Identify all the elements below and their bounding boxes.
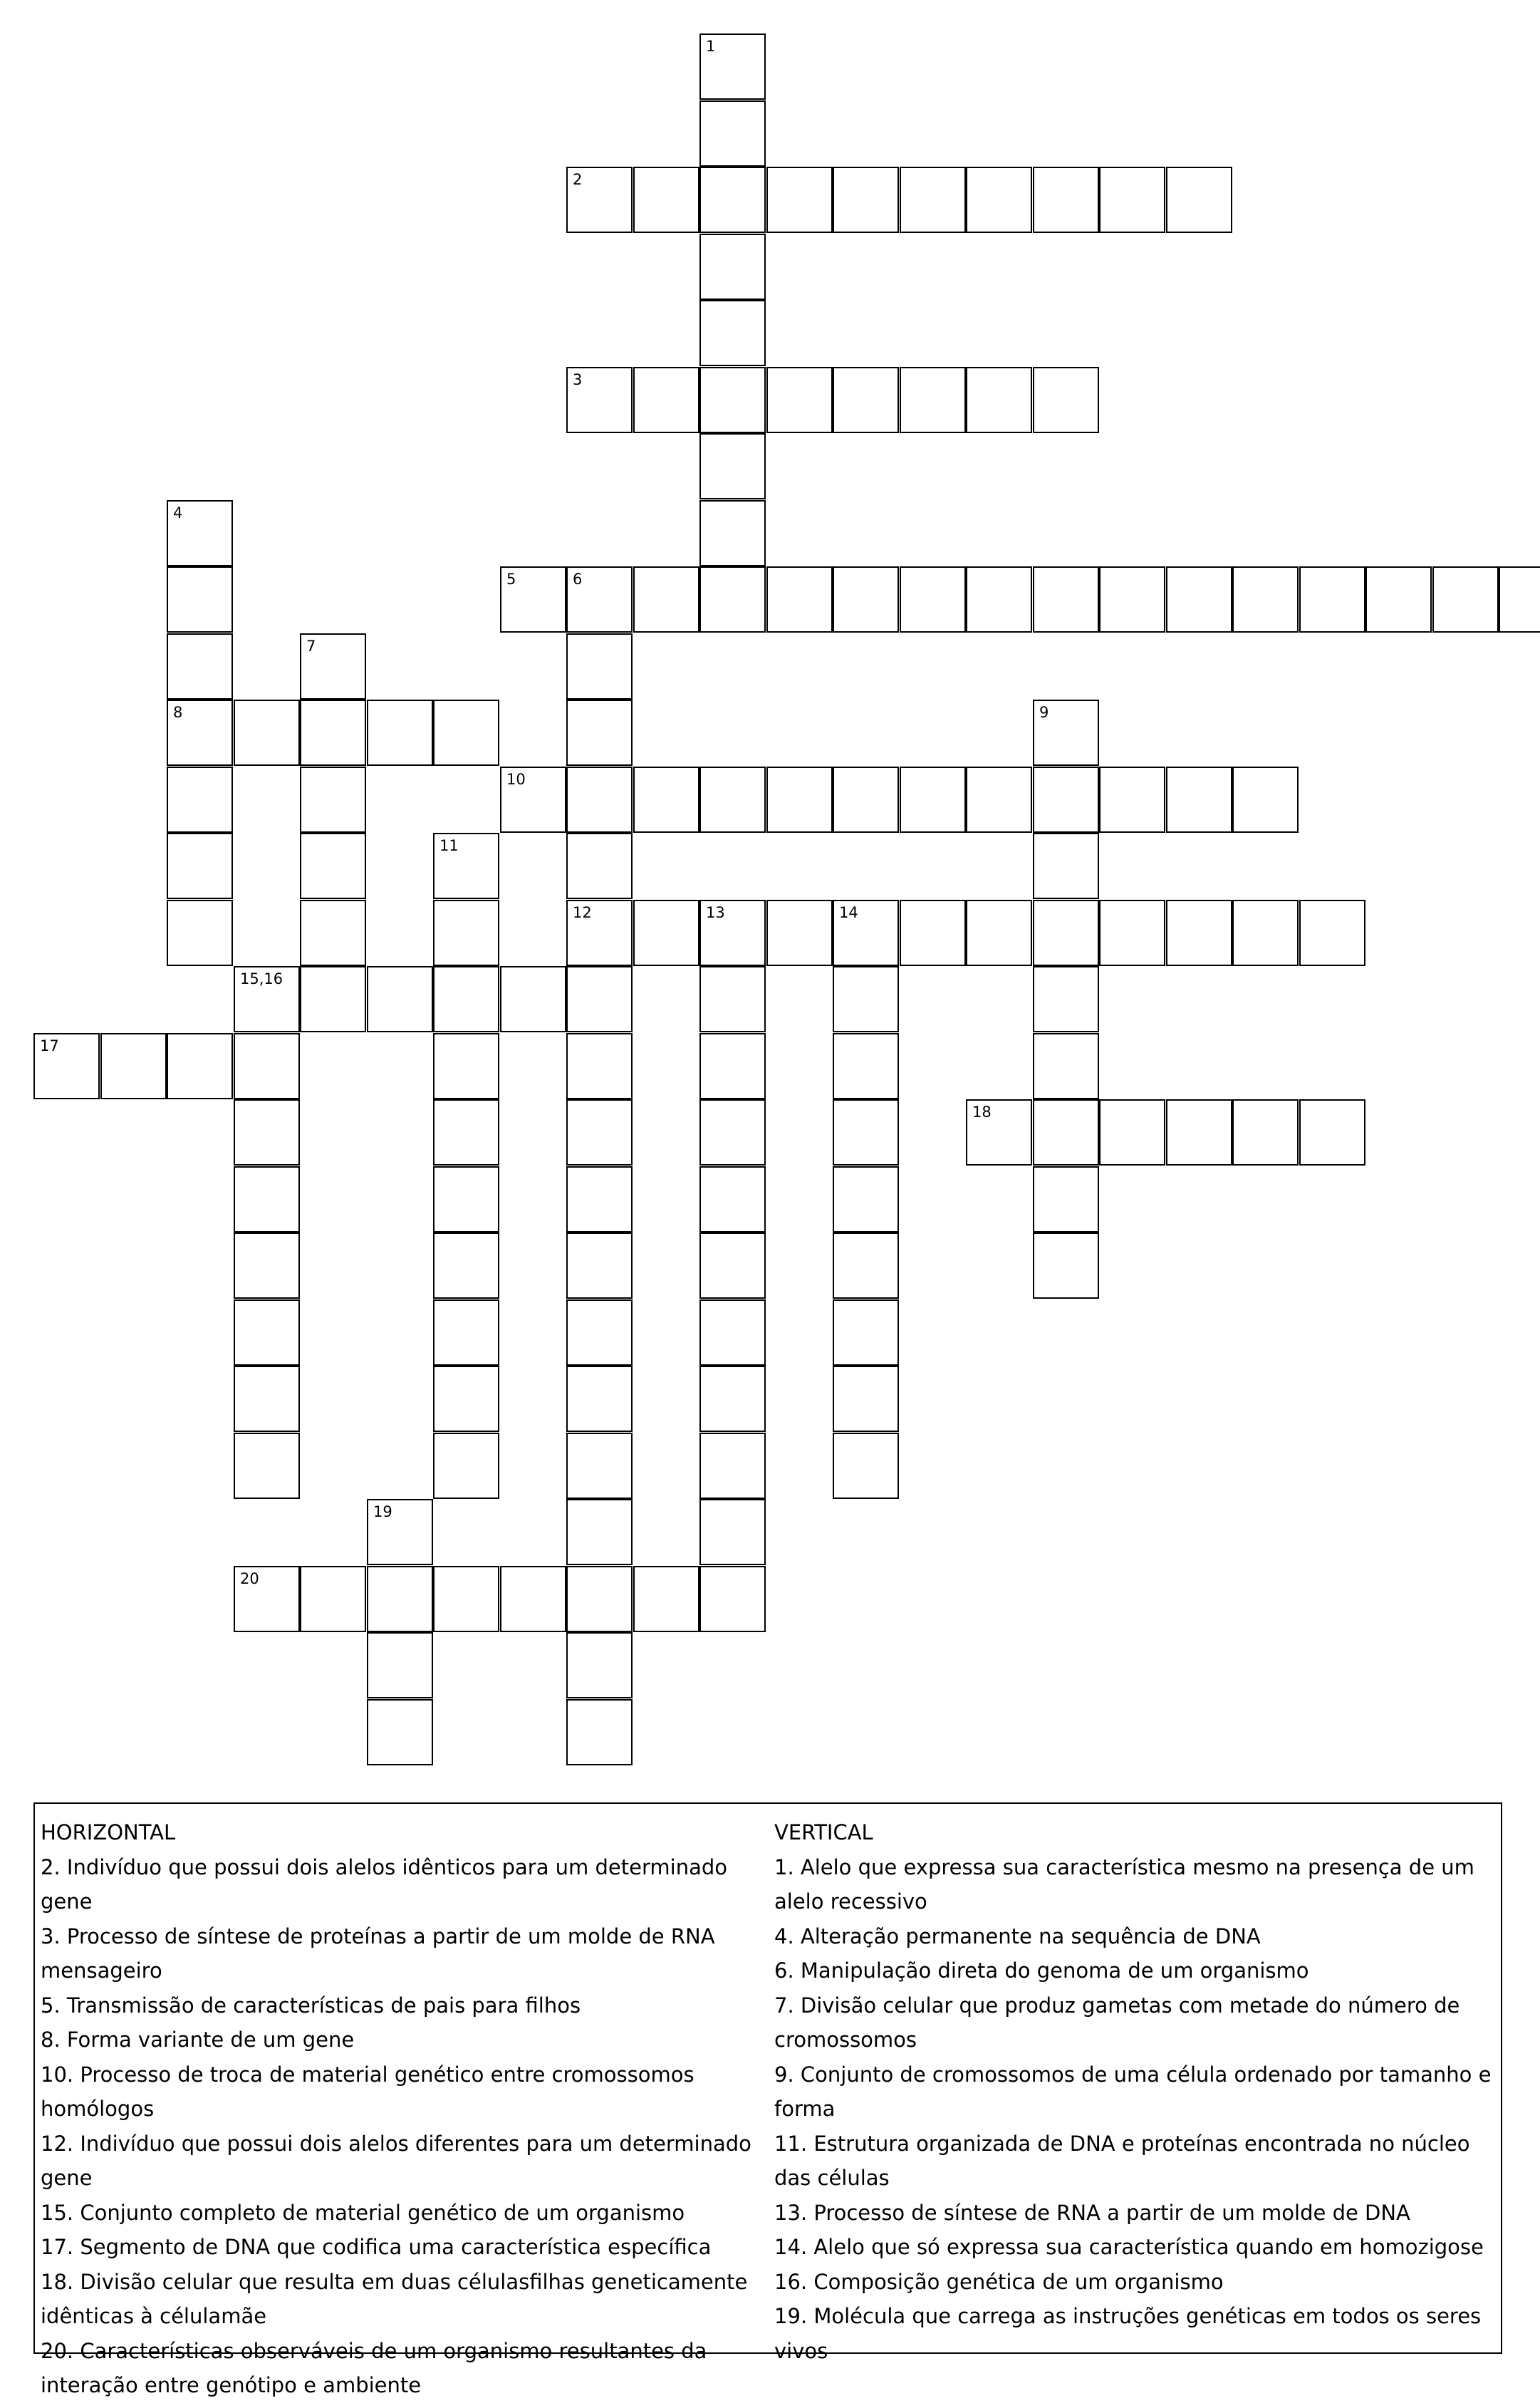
grid-cell[interactable] [433, 1433, 499, 1499]
grid-cell[interactable] [833, 900, 899, 966]
grid-cell[interactable] [367, 1566, 433, 1632]
grid-cell[interactable] [167, 1033, 233, 1099]
grid-cell[interactable] [1299, 566, 1365, 633]
grid-cell[interactable] [234, 700, 300, 766]
grid-cell[interactable] [699, 100, 766, 167]
grid-cell[interactable] [699, 500, 766, 566]
grid-cell[interactable] [367, 1499, 433, 1565]
grid-cell[interactable] [966, 367, 1032, 433]
grid-cell[interactable] [566, 1366, 633, 1432]
grid-cell[interactable] [833, 1433, 899, 1499]
clue-down-6: 6. Manipulação direta do genoma de um organismo [774, 1958, 1309, 1983]
grid-cell[interactable] [633, 167, 699, 233]
grid-cell[interactable] [234, 1433, 300, 1499]
clue-number: 12 [573, 904, 592, 921]
grid-cell[interactable] [300, 633, 366, 700]
grid-cell[interactable] [234, 1299, 300, 1366]
grid-cell[interactable] [1033, 1232, 1099, 1299]
grid-cell[interactable] [433, 1033, 499, 1099]
grid-cell[interactable] [566, 566, 633, 633]
grid-cell[interactable] [1033, 367, 1099, 433]
grid-cell[interactable] [1499, 566, 1540, 633]
grid-cell[interactable] [833, 1099, 899, 1166]
grid-cell[interactable] [699, 566, 766, 633]
grid-cell[interactable] [766, 900, 833, 966]
grid-cell[interactable] [699, 1566, 766, 1632]
grid-cell[interactable] [1033, 900, 1099, 966]
clue-number: 17 [40, 1037, 59, 1054]
grid-cell[interactable] [500, 1566, 566, 1632]
grid-cell[interactable] [699, 1166, 766, 1232]
grid-cell[interactable] [367, 1632, 433, 1698]
clue-across-10: 10. Processo de troca de material genético entre cromossomos homólogos [41, 2062, 694, 2121]
grid-cell[interactable] [633, 767, 699, 833]
grid-cell[interactable] [300, 900, 366, 966]
grid-cell[interactable] [367, 966, 433, 1032]
clue-number: 2 [573, 171, 583, 188]
grid-cell[interactable] [167, 900, 233, 966]
grid-cell[interactable] [699, 1033, 766, 1099]
clue-down-19: 19. Molécula que carrega as instruções genéticas em todos os seres vivos [774, 2304, 1482, 2363]
grid-cell[interactable] [699, 367, 766, 433]
clue-number: 7 [306, 638, 316, 655]
clue-number: 13 [706, 904, 725, 921]
clue-down-7: 7. Divisão celular que produz gametas com metade do número de cromossomos [774, 1993, 1460, 2052]
grid-cell[interactable] [699, 1366, 766, 1432]
grid-cell[interactable] [500, 767, 566, 833]
grid-cell[interactable] [833, 1232, 899, 1299]
grid-cell[interactable] [167, 566, 233, 633]
clue-number: 11 [439, 837, 459, 854]
grid-cell[interactable] [966, 167, 1032, 233]
grid-cell[interactable] [433, 966, 499, 1032]
clue-across-18: 18. Divisão celular que resulta em duas célulasfilhas geneticamente idênticas à célulamãe [41, 2269, 748, 2328]
grid-cell[interactable] [833, 1299, 899, 1366]
grid-cell[interactable] [1033, 966, 1099, 1032]
grid-cell[interactable] [833, 566, 899, 633]
grid-cell[interactable] [1033, 1166, 1099, 1232]
grid-cell[interactable] [766, 767, 833, 833]
grid-cell[interactable] [766, 367, 833, 433]
grid-cell[interactable] [234, 966, 300, 1032]
grid-cell[interactable] [1099, 1099, 1165, 1166]
grid-cell[interactable] [633, 1566, 699, 1632]
grid-cell[interactable] [566, 1632, 633, 1698]
grid-cell[interactable] [300, 833, 366, 899]
grid-cell[interactable] [566, 633, 633, 700]
grid-cell[interactable] [1033, 833, 1099, 899]
clue-across-12: 12. Indivíduo que possui dois alelos diferentes para um determinado gene [41, 2131, 751, 2190]
grid-cell[interactable] [699, 33, 766, 100]
grid-cell[interactable] [234, 1033, 300, 1099]
grid-cell[interactable] [566, 900, 633, 966]
grid-cell[interactable] [699, 167, 766, 233]
grid-cell[interactable] [300, 700, 366, 766]
clue-number: 14 [839, 904, 858, 921]
vertical-title: VERTICAL [774, 1820, 873, 1844]
grid-cell[interactable] [766, 566, 833, 633]
grid-cell[interactable] [566, 833, 633, 899]
grid-cell[interactable] [1232, 900, 1299, 966]
clue-number: 19 [373, 1503, 392, 1520]
clue-number: 4 [173, 504, 183, 521]
grid-cell[interactable] [1033, 700, 1099, 766]
grid-cell[interactable] [833, 966, 899, 1032]
grid-cell[interactable] [699, 300, 766, 366]
grid-cell[interactable] [433, 1099, 499, 1166]
grid-cell[interactable] [433, 1232, 499, 1299]
grid-cell[interactable] [766, 167, 833, 233]
grid-cell[interactable] [167, 700, 233, 766]
grid-cell[interactable] [1166, 167, 1232, 233]
grid-cell[interactable] [234, 1232, 300, 1299]
grid-cell[interactable] [566, 1232, 633, 1299]
grid-cell[interactable] [900, 367, 966, 433]
clue-down-11: 11. Estrutura organizada de DNA e proteínas encontrada no núcleo das células [774, 2131, 1470, 2190]
grid-cell[interactable] [900, 167, 966, 233]
clue-down-13: 13. Processo de síntese de RNA a partir de um molde de DNA [774, 2200, 1410, 2225]
grid-cell[interactable] [100, 1033, 167, 1099]
grid-cell[interactable] [566, 1499, 633, 1565]
grid-cell[interactable] [833, 1033, 899, 1099]
vertical-clues-column [774, 1815, 1501, 2368]
grid-cell[interactable] [1432, 566, 1499, 633]
grid-cell[interactable] [833, 767, 899, 833]
grid-cell[interactable] [433, 833, 499, 899]
grid-cell[interactable] [900, 900, 966, 966]
grid-cell[interactable] [699, 966, 766, 1032]
grid-cell[interactable] [1033, 767, 1099, 833]
grid-cell[interactable] [566, 966, 633, 1032]
clue-down-4: 4. Alteração permanente na sequência de DNA [774, 1924, 1261, 1948]
clues-box [33, 1802, 1502, 2397]
grid-cell[interactable] [433, 1566, 499, 1632]
grid-cell[interactable] [1033, 1033, 1099, 1099]
grid-cell[interactable] [367, 700, 433, 766]
grid-cell[interactable] [566, 1033, 633, 1099]
grid-cell[interactable] [1033, 1099, 1099, 1166]
grid-cell[interactable] [1166, 900, 1232, 966]
grid-cell[interactable] [500, 966, 566, 1032]
grid-cell[interactable] [566, 1699, 633, 1765]
clue-number: 15,16 [240, 970, 283, 987]
grid-cell[interactable] [500, 566, 566, 633]
grid-cell[interactable] [433, 1166, 499, 1232]
grid-cell[interactable] [699, 1433, 766, 1499]
grid-cell[interactable] [1232, 566, 1299, 633]
grid-cell[interactable] [433, 900, 499, 966]
grid-cell[interactable] [633, 900, 699, 966]
horizontal-title: HORIZONTAL [41, 1820, 176, 1844]
grid-cell[interactable] [699, 1499, 766, 1565]
clue-number: 18 [972, 1104, 992, 1121]
grid-cell[interactable] [833, 1166, 899, 1232]
grid-cell[interactable] [566, 1166, 633, 1232]
grid-cell[interactable] [699, 1299, 766, 1366]
clue-number: 1 [706, 38, 716, 55]
grid-cell[interactable] [966, 566, 1032, 633]
clue-down-16: 16. Composição genética de um organismo [774, 2269, 1224, 2294]
clue-across-20: 20. Características observáveis de um organismo resultantes da interação entre genótipo e ambiente [41, 2338, 707, 2397]
grid-cell[interactable] [633, 566, 699, 633]
clue-number: 9 [1039, 704, 1049, 721]
grid-cell[interactable] [566, 1433, 633, 1499]
grid-cell[interactable] [633, 367, 699, 433]
grid-cell[interactable] [1166, 1099, 1232, 1166]
grid-cell[interactable] [833, 367, 899, 433]
grid-cell[interactable] [1099, 566, 1165, 633]
grid-cell[interactable] [1232, 767, 1299, 833]
grid-cell[interactable] [833, 1366, 899, 1432]
clue-down-14: 14. Alelo que só expressa sua característica quando em homozigose [774, 2235, 1484, 2259]
grid-cell[interactable] [1033, 167, 1099, 233]
clue-down-1: 1. Alelo que expressa sua característica mesmo na presença de um alelo recessivo [774, 1854, 1474, 1914]
grid-cell[interactable] [433, 1299, 499, 1366]
grid-cell[interactable] [699, 900, 766, 966]
grid-cell[interactable] [966, 900, 1032, 966]
clue-across-5: 5. Transmissão de características de pais para filhos [41, 1993, 581, 2018]
grid-cell[interactable] [300, 767, 366, 833]
grid-cell[interactable] [167, 500, 233, 566]
grid-cell[interactable] [234, 1366, 300, 1432]
grid-cell[interactable] [1166, 566, 1232, 633]
grid-cell[interactable] [1099, 900, 1165, 966]
grid-cell[interactable] [699, 767, 766, 833]
grid-cell[interactable] [300, 966, 366, 1032]
grid-cell[interactable] [966, 767, 1032, 833]
grid-cell[interactable] [566, 700, 633, 766]
grid-cell[interactable] [900, 767, 966, 833]
grid-cell[interactable] [1232, 1099, 1299, 1166]
clue-across-17: 17. Segmento de DNA que codifica uma característica específica [41, 2235, 712, 2259]
grid-cell[interactable] [566, 1299, 633, 1366]
grid-cell[interactable] [699, 1099, 766, 1166]
clue-down-9: 9. Conjunto de cromossomos de uma célula ordenado por tamanho e forma [774, 2062, 1492, 2121]
clue-across-3: 3. Processo de síntese de proteínas a partir de um molde de RNA mensageiro [41, 1924, 715, 1983]
clue-number: 5 [506, 571, 516, 588]
grid-cell[interactable] [1299, 900, 1365, 966]
clue-number: 20 [240, 1570, 259, 1587]
grid-cell[interactable] [566, 1099, 633, 1166]
grid-cell[interactable] [1099, 167, 1165, 233]
grid-cell[interactable] [900, 566, 966, 633]
grid-cell[interactable] [966, 1099, 1032, 1166]
grid-cell[interactable] [433, 1366, 499, 1432]
grid-cell[interactable] [566, 167, 633, 233]
horizontal-clues-column [41, 1815, 774, 2403]
grid-cell[interactable] [367, 1699, 433, 1765]
grid-cell[interactable] [33, 1033, 100, 1099]
clue-number: 3 [573, 371, 583, 388]
clue-across-15: 15. Conjunto completo de material genético de um organismo [41, 2200, 685, 2225]
grid-cell[interactable] [833, 167, 899, 233]
grid-cell[interactable] [234, 1166, 300, 1232]
grid-cell[interactable] [167, 633, 233, 700]
clue-across-8: 8. Forma variante de um gene [41, 2028, 355, 2052]
grid-cell[interactable] [1033, 566, 1099, 633]
grid-cell[interactable] [566, 1566, 633, 1632]
grid-cell[interactable] [566, 367, 633, 433]
grid-cell[interactable] [1166, 767, 1232, 833]
grid-cell[interactable] [699, 1232, 766, 1299]
grid-cell[interactable] [699, 433, 766, 499]
grid-cell[interactable] [699, 234, 766, 300]
grid-cell[interactable] [1099, 767, 1165, 833]
clue-number: 8 [173, 704, 183, 721]
clue-across-2: 2. Indivíduo que possui dois alelos idênticos para um determinado gene [41, 1854, 728, 1914]
grid-cell[interactable] [167, 833, 233, 899]
grid-cell[interactable] [167, 767, 233, 833]
clue-number: 10 [506, 771, 526, 788]
grid-cell[interactable] [300, 1566, 366, 1632]
grid-cell[interactable] [234, 1099, 300, 1166]
grid-cell[interactable] [433, 700, 499, 766]
grid-cell[interactable] [234, 1566, 300, 1632]
clue-number: 6 [573, 571, 583, 588]
grid-cell[interactable] [1365, 566, 1432, 633]
grid-cell[interactable] [566, 767, 633, 833]
grid-cell[interactable] [1299, 1099, 1365, 1166]
